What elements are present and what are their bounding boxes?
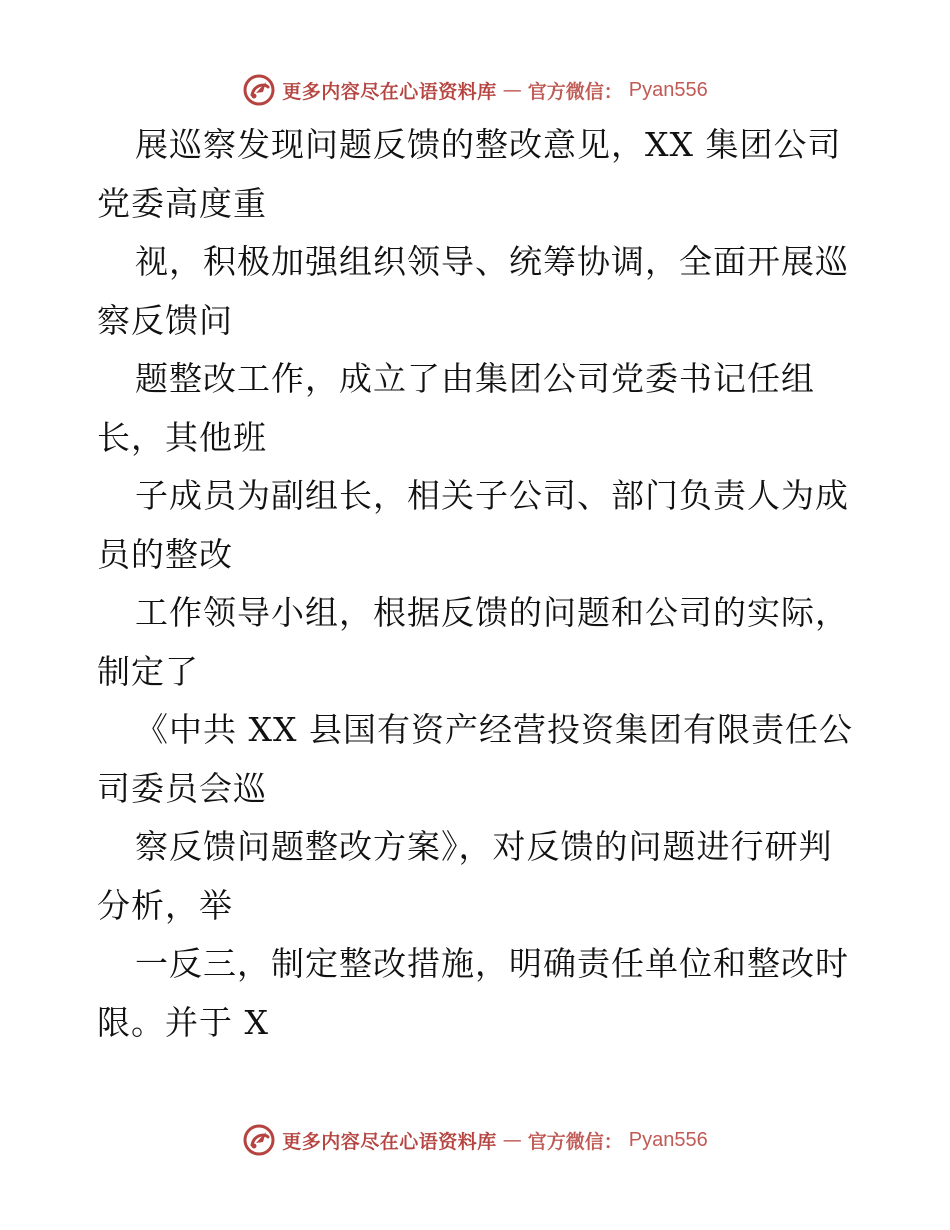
text-line: 党委高度重 xyxy=(97,183,267,223)
text-line: 视，积极加强组织领导、统筹协调，全面开展巡 xyxy=(135,242,849,281)
red-swirl-logo-icon xyxy=(242,1123,276,1157)
header-title: 更多内容尽在心语资料库 xyxy=(282,80,497,103)
text-line: 察反馈问 xyxy=(97,300,233,340)
footer-title: 更多内容尽在心语资料库 xyxy=(282,1130,497,1153)
text-line: 察反馈问题整改方案》，对反馈的问题进行研判 xyxy=(135,827,833,866)
header-wechat-id: Pyan556 xyxy=(628,78,708,101)
text-line: 员的整改 xyxy=(97,534,233,574)
text-line: 长，其他班 xyxy=(97,417,267,457)
text-line: 制定了 xyxy=(97,651,199,691)
footer-banner xyxy=(0,1120,950,1160)
footer-label: 官方微信： xyxy=(527,1130,623,1153)
footer-wechat-id: Pyan556 xyxy=(628,1128,708,1151)
text-line: 子成员为副组长，相关子公司、部门负责人为成 xyxy=(135,476,849,515)
header-banner xyxy=(0,70,950,110)
text-line: 工作领导小组，根据反馈的问题和公司的实际， xyxy=(135,593,849,632)
header-separator: — xyxy=(502,79,522,101)
text-line: 分析，举 xyxy=(97,885,233,925)
red-swirl-logo-icon xyxy=(242,73,276,107)
text-line: 一反三，制定整改措施，明确责任单位和整改时 xyxy=(135,944,849,983)
text-line: 展巡察发现问题反馈的整改意见，XX 集团公司 xyxy=(135,125,842,164)
header-label: 官方微信： xyxy=(527,80,623,103)
text-line: 题整改工作，成立了由集团公司党委书记任组 xyxy=(135,359,815,398)
text-line: 司委员会巡 xyxy=(97,768,267,808)
footer-separator: — xyxy=(502,1129,522,1151)
document-body xyxy=(97,116,857,1052)
text-line: 《中共 XX 县国有资产经营投资集团有限责任公 xyxy=(135,710,853,749)
text-line: 限。并于 X xyxy=(97,1002,269,1042)
